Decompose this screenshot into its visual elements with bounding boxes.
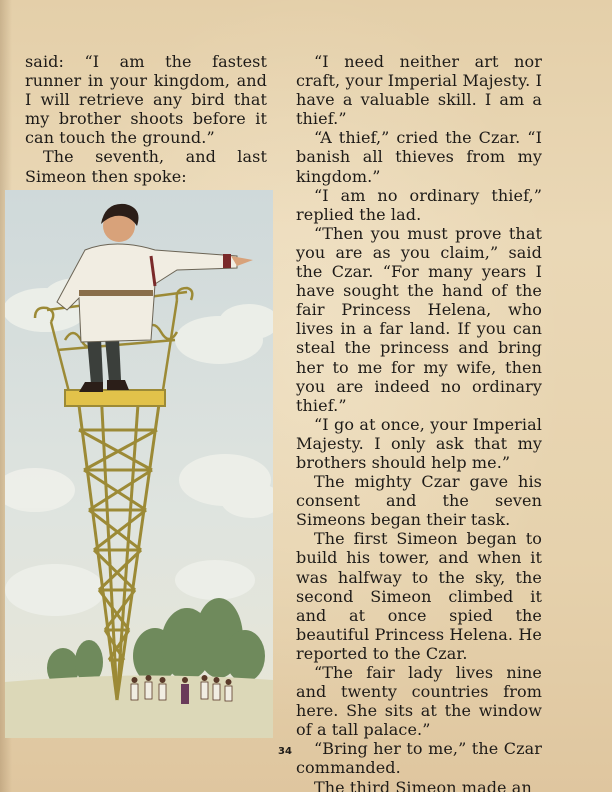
paragraph: The mighty Czar gave his consent and the seven Simeons began their task. [296,472,542,530]
illustration-simeon-on-tower [5,190,273,738]
paragraph: The seventh, and last Simeon then spoke: [25,147,267,186]
paragraph: “Then you must prove that you are as you claim,” said the Czar. “For many years I have sought the hand of the fair Princess Helena, who lives in a far land. If you can steal the princess and bring her to me for my wife, then you are indeed no ordinary thief.” [296,223,542,415]
paragraph: “I need neither art nor craft, your Imperial Majesty. I have a valuable skill. I am a thief.” [296,52,542,129]
paragraph: The third Simeon made an [314,777,532,792]
paragraph: said: “I am the fastest runner in your kingdom, and I will retrieve any bird that my brother shoots before it can touch the ground.” [25,52,267,148]
paragraph: “I go at once, your Imperial Majesty. I only ask that my brothers should help me.” [296,414,542,472]
ground [5,675,273,738]
paragraph: “The fair lady lives nine and twenty countries from here. She sits at the window of a tall palace.” [296,663,542,740]
paragraph: “Bring her to me,” the Czar commanded. [296,739,542,778]
paragraph: “A thief,” cried the Czar. “I banish all thieves from my kingdom.” [296,128,542,186]
right-column [296,52,542,792]
paragraph: The first Simeon began to build his tower, and when it was halfway to the sky, the second Simeon climbed it and at once spied the beautiful Princess Helena. He reported to the Czar. [296,529,542,663]
left-column [25,52,267,186]
tower-platform [65,390,165,406]
page-number: 34 [278,746,292,757]
paragraph: “I am no ordinary thief,” replied the lad. [296,185,542,224]
